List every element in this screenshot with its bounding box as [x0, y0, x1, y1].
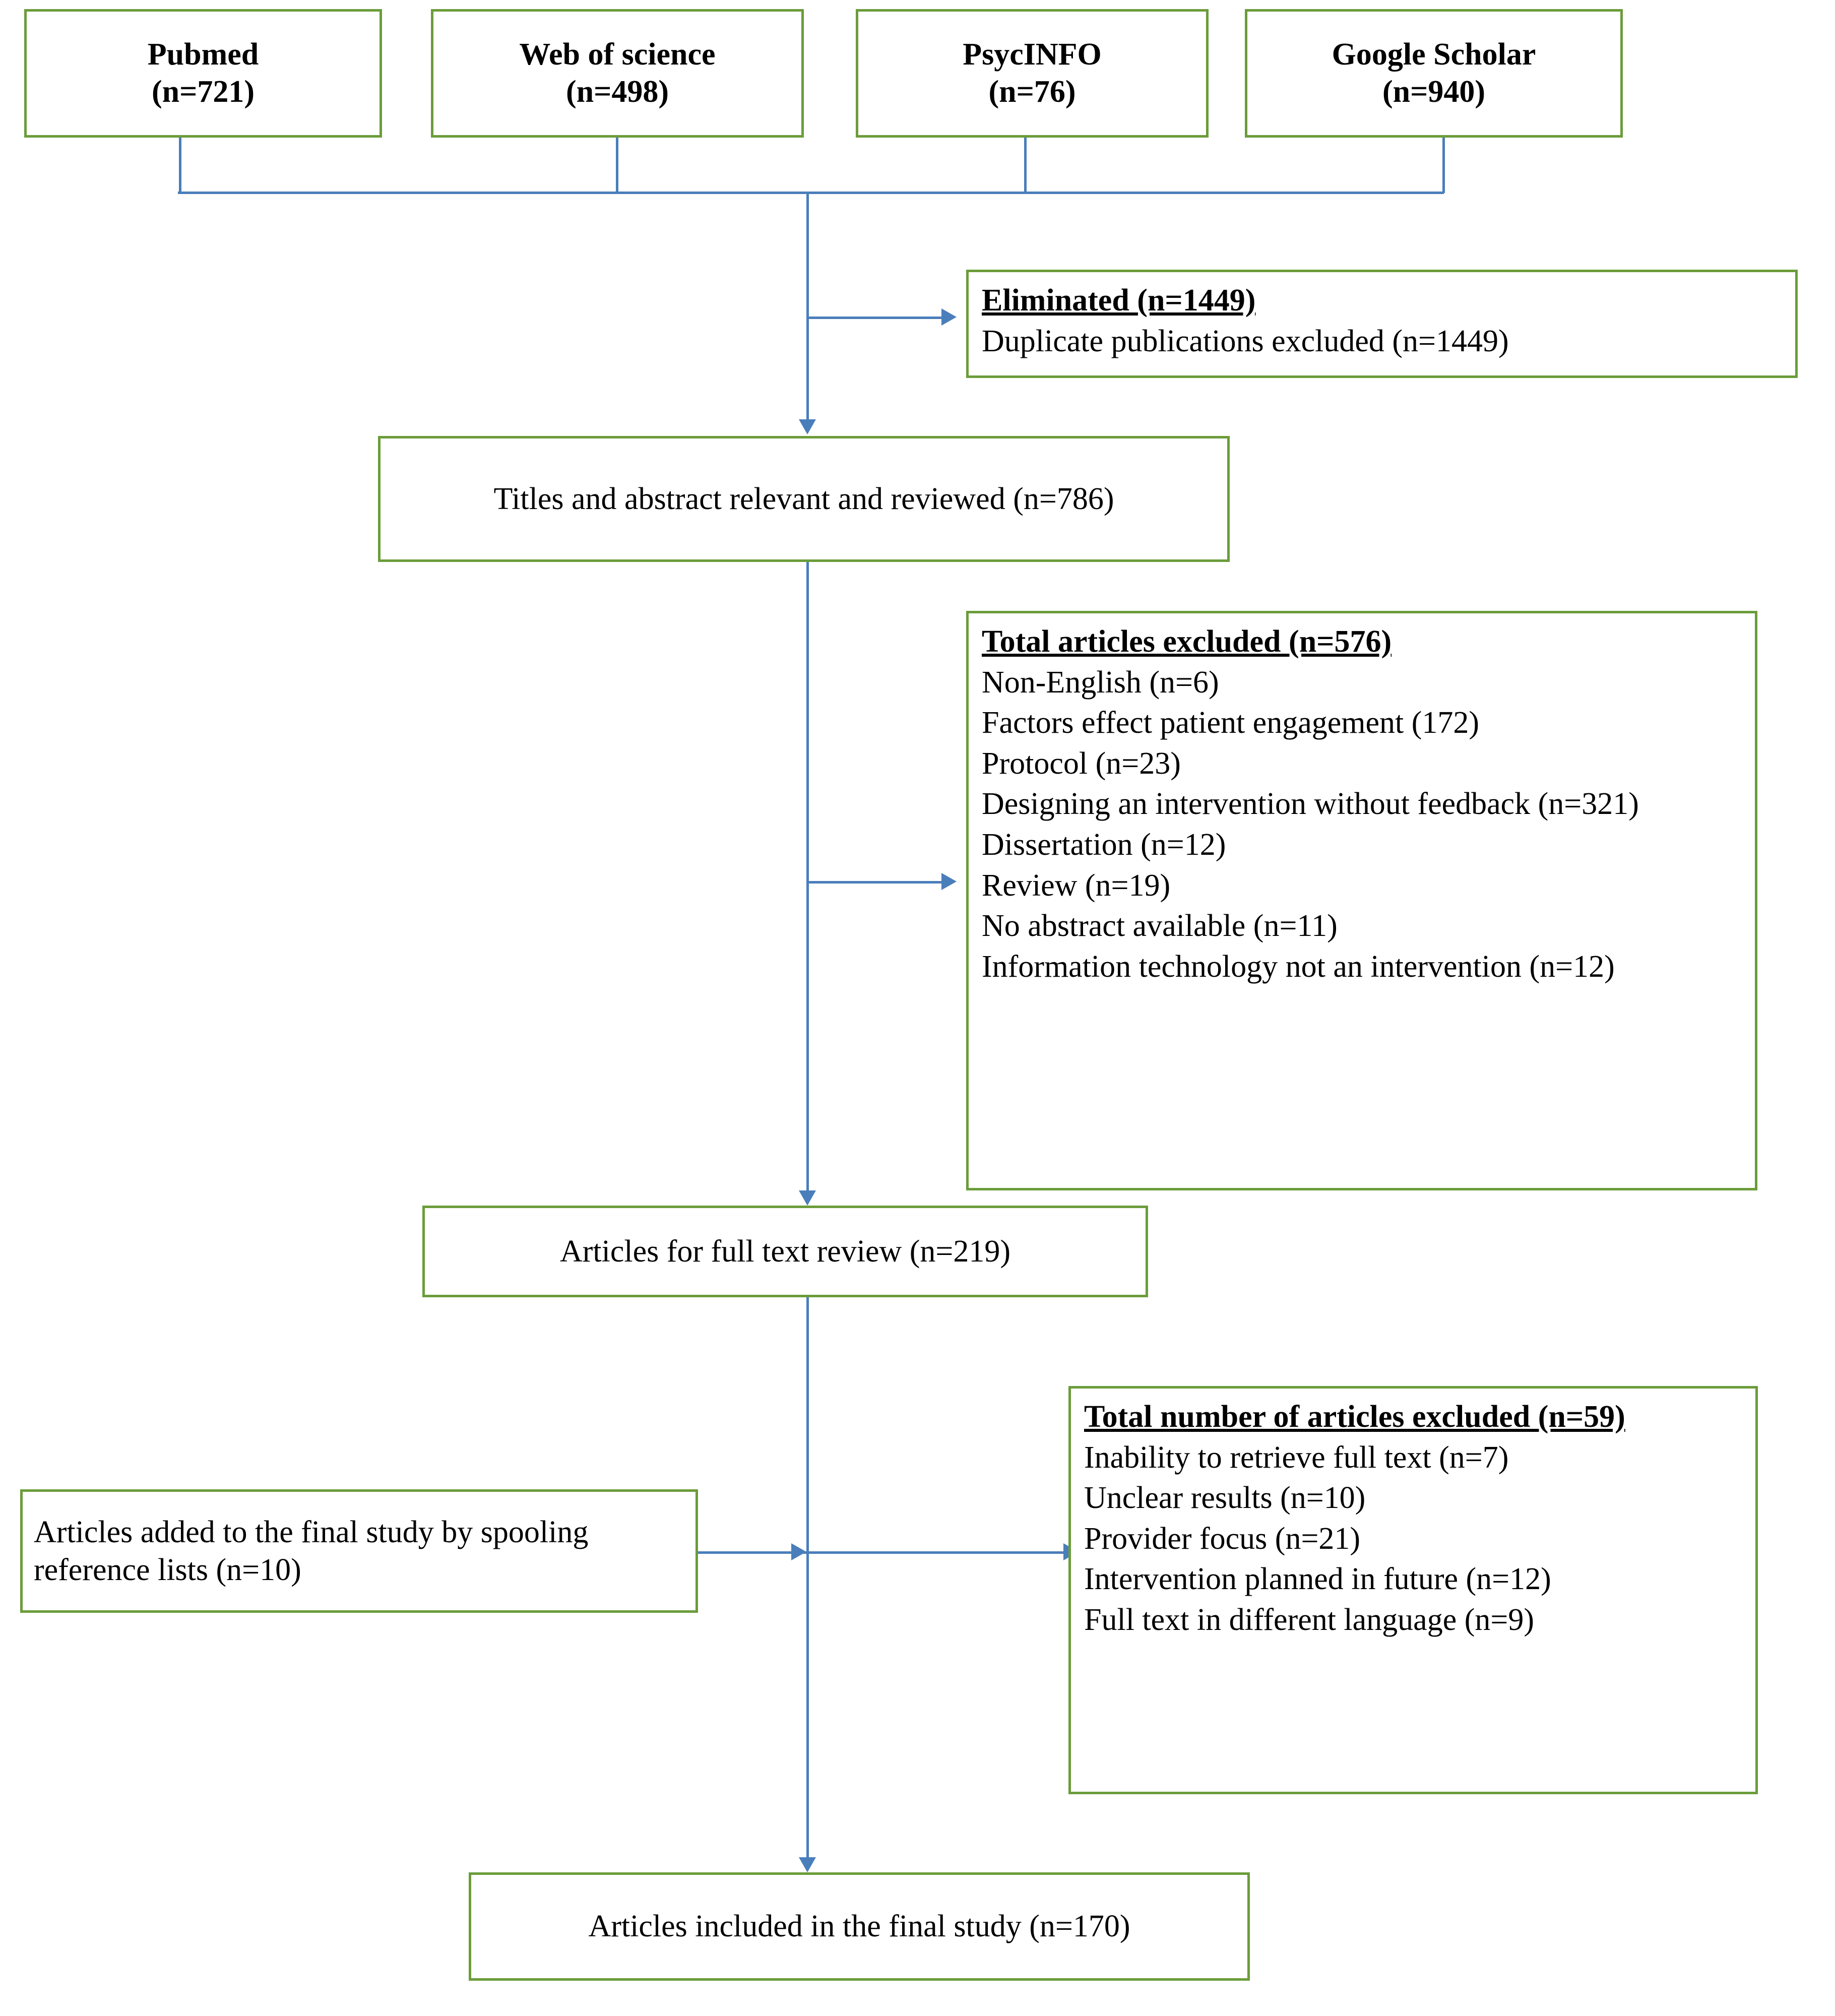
source-box-google-scholar-label: Google Scholar (n=940)	[1332, 37, 1536, 109]
source-box-google-scholar	[1245, 9, 1623, 138]
excluded-abstract-heading: Total articles excluded (n=576)	[982, 624, 1392, 659]
excluded-fulltext-item: Unclear results (n=10)	[1084, 1481, 1366, 1516]
excluded-fulltext-item: Provider focus (n=21)	[1084, 1521, 1361, 1556]
included-label: Articles included in the final study (n=170)	[588, 1909, 1130, 1944]
eliminated-item: Duplicate publications excluded (n=1449)	[982, 324, 1509, 358]
added-by-reference-box	[20, 1489, 698, 1613]
eliminated-box	[966, 270, 1798, 378]
connector-scholar-down	[1442, 138, 1445, 193]
eliminated-box-text	[969, 272, 1521, 361]
excluded-abstract-item: Factors effect patient engagement (172)	[982, 706, 1480, 740]
titles-abstract-box	[378, 436, 1230, 562]
connector-fulltext-to-included	[806, 1297, 809, 1866]
excluded-fulltext-item: Inability to retrieve full text (n=7)	[1084, 1440, 1509, 1475]
connector-wos-down	[616, 138, 618, 193]
arrow-titles-to-fulltext	[799, 1190, 816, 1206]
titles-abstract-label: Titles and abstract relevant and reviewed (n=786)	[493, 481, 1114, 516]
arrow-to-excluded-abstract	[941, 873, 957, 890]
excluded-fulltext-item: Intervention planned in future (n=12)	[1084, 1562, 1551, 1597]
excluded-fulltext-heading: Total number of articles excluded (n=59)	[1084, 1400, 1625, 1434]
source-box-pubmed-label: Pubmed (n=721)	[147, 37, 259, 109]
eliminated-heading: Eliminated (n=1449)	[982, 283, 1256, 318]
arrow-to-eliminated	[941, 308, 957, 326]
source-box-psycinfo-label: PsycINFO (n=76)	[963, 37, 1102, 109]
connector-sources-bus	[178, 192, 1444, 194]
connector-to-excluded-abstract	[806, 881, 942, 884]
excluded-fulltext-item: Full text in different language (n=9)	[1084, 1602, 1534, 1637]
arrow-fulltext-to-included	[799, 1857, 816, 1872]
excluded-abstract-item: No abstract available (n=11)	[982, 909, 1338, 943]
source-box-web-of-science	[431, 9, 804, 138]
arrow-bus-to-titles	[799, 419, 816, 434]
excluded-abstract-item: Designing an intervention without feedback (n=321)	[982, 787, 1639, 822]
excluded-abstract-box	[966, 611, 1757, 1190]
full-text-review-label: Articles for full text review (n=219)	[559, 1234, 1011, 1269]
excluded-abstract-item: Non-English (n=6)	[982, 665, 1219, 700]
excluded-abstract-text	[969, 613, 1651, 987]
excluded-abstract-item: Dissertation (n=12)	[982, 827, 1226, 862]
included-box	[469, 1872, 1250, 1981]
connector-to-eliminated	[806, 317, 942, 319]
full-text-review-box	[422, 1206, 1148, 1297]
connector-pubmed-down	[179, 138, 181, 193]
source-box-web-of-science-label: Web of science (n=498)	[519, 37, 716, 109]
excluded-abstract-item: Information technology not an intervention (n=12)	[982, 949, 1615, 984]
added-by-reference-label: Articles added to the final study by spooling reference lists (n=10)	[34, 1515, 589, 1587]
excluded-abstract-item: Review (n=19)	[982, 868, 1171, 903]
connector-to-excluded-fulltext	[806, 1551, 1068, 1554]
excluded-fulltext-text	[1071, 1389, 1637, 1641]
connector-bus-to-titles	[806, 192, 809, 423]
source-box-psycinfo	[856, 9, 1209, 138]
arrow-added-to-trunk	[791, 1543, 806, 1560]
connector-psycinfo-down	[1024, 138, 1027, 193]
source-box-pubmed	[24, 9, 382, 138]
excluded-abstract-item: Protocol (n=23)	[982, 746, 1181, 781]
excluded-fulltext-box	[1068, 1386, 1758, 1794]
